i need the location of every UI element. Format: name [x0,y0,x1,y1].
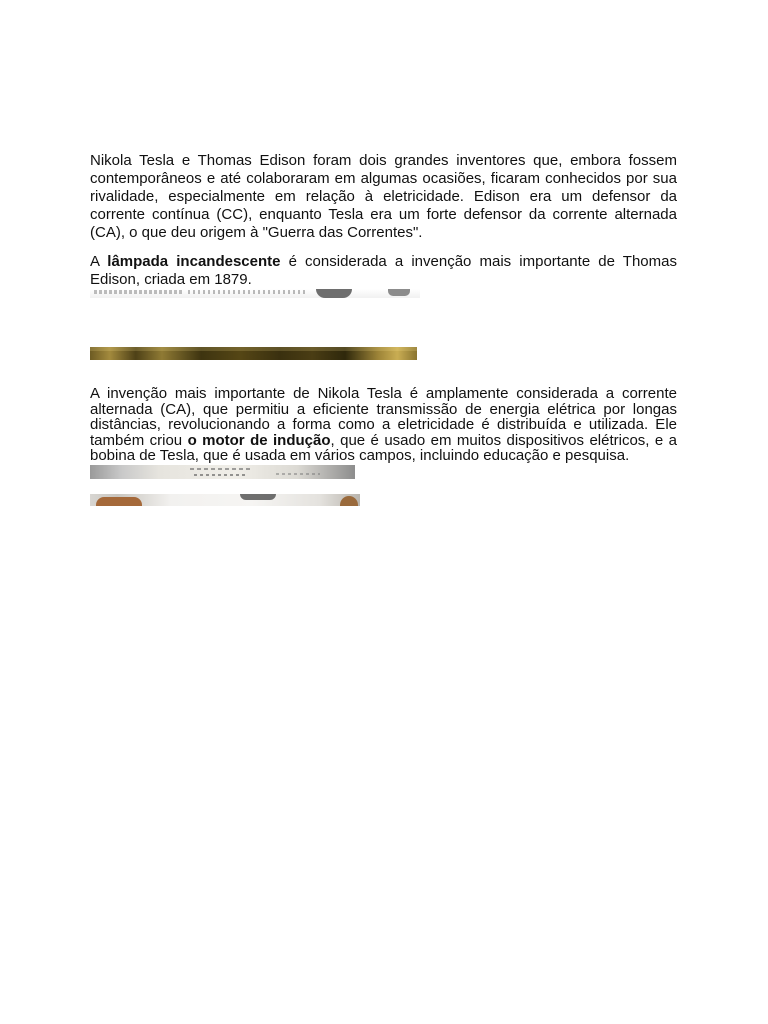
paragraph-tesla-prefix: A invenção mais importante de Nikola Tesla é amplamente considerada a corrente alternada (CA), que permitiu a eficiente transmissão de energia elétrica por longas distâncias, revolucionando a forma como a eletricidade é distribuída e utilizada. Ele também criou [90,385,677,449]
device-dark-shape [240,494,276,500]
paragraph-tesla-suffix: , que é usado em muitos dispositivos elétricos, e a bobina de Tesla, que é usada em vários campos, incluindo educação e pesquisa. [90,431,678,465]
photo-dark-shape [316,289,352,298]
bold-lampada-incandescente: lâmpada incandescente [107,253,281,270]
edison-photo-strip [90,289,420,298]
copper-coil-shape [340,496,358,506]
tesla-device-photo-strip [90,494,360,506]
copper-coil-shape [96,497,142,506]
paragraph-edison-invention [90,253,677,289]
handwriting-mark [276,473,320,475]
photo-caption-text-mark [188,290,306,294]
photo-label-tag [388,289,410,296]
lamp-photo-strip [90,347,417,360]
paragraph-rivalry [90,152,677,242]
bold-motor-de-inducao: o motor de indução [187,431,331,449]
handwriting-mark [194,474,246,476]
tesla-document-photo-strip [90,465,355,479]
paragraph-edison-prefix: A [90,253,108,270]
handwriting-mark [190,468,250,470]
photo-caption-text-mark [94,290,184,294]
paragraph-edison-suffix: é considerada a invenção mais importante de Thomas Edison, criada em 1879. [90,253,677,288]
paragraph-tesla-invention [90,386,677,464]
paragraph-rivalry-text: Nikola Tesla e Thomas Edison foram dois grandes inventores que, embora fossem contemporâneos e até colaboraram em algumas ocasiões, ficaram conhecidos por sua rivalidade, especialmente em relação à eletricidade. Edison era um defensor da corrente contínua (CC), enquanto Tesla era um forte defensor da corrente alternada (CA), o que deu origem à "Guerra das Correntes". [90,152,677,241]
